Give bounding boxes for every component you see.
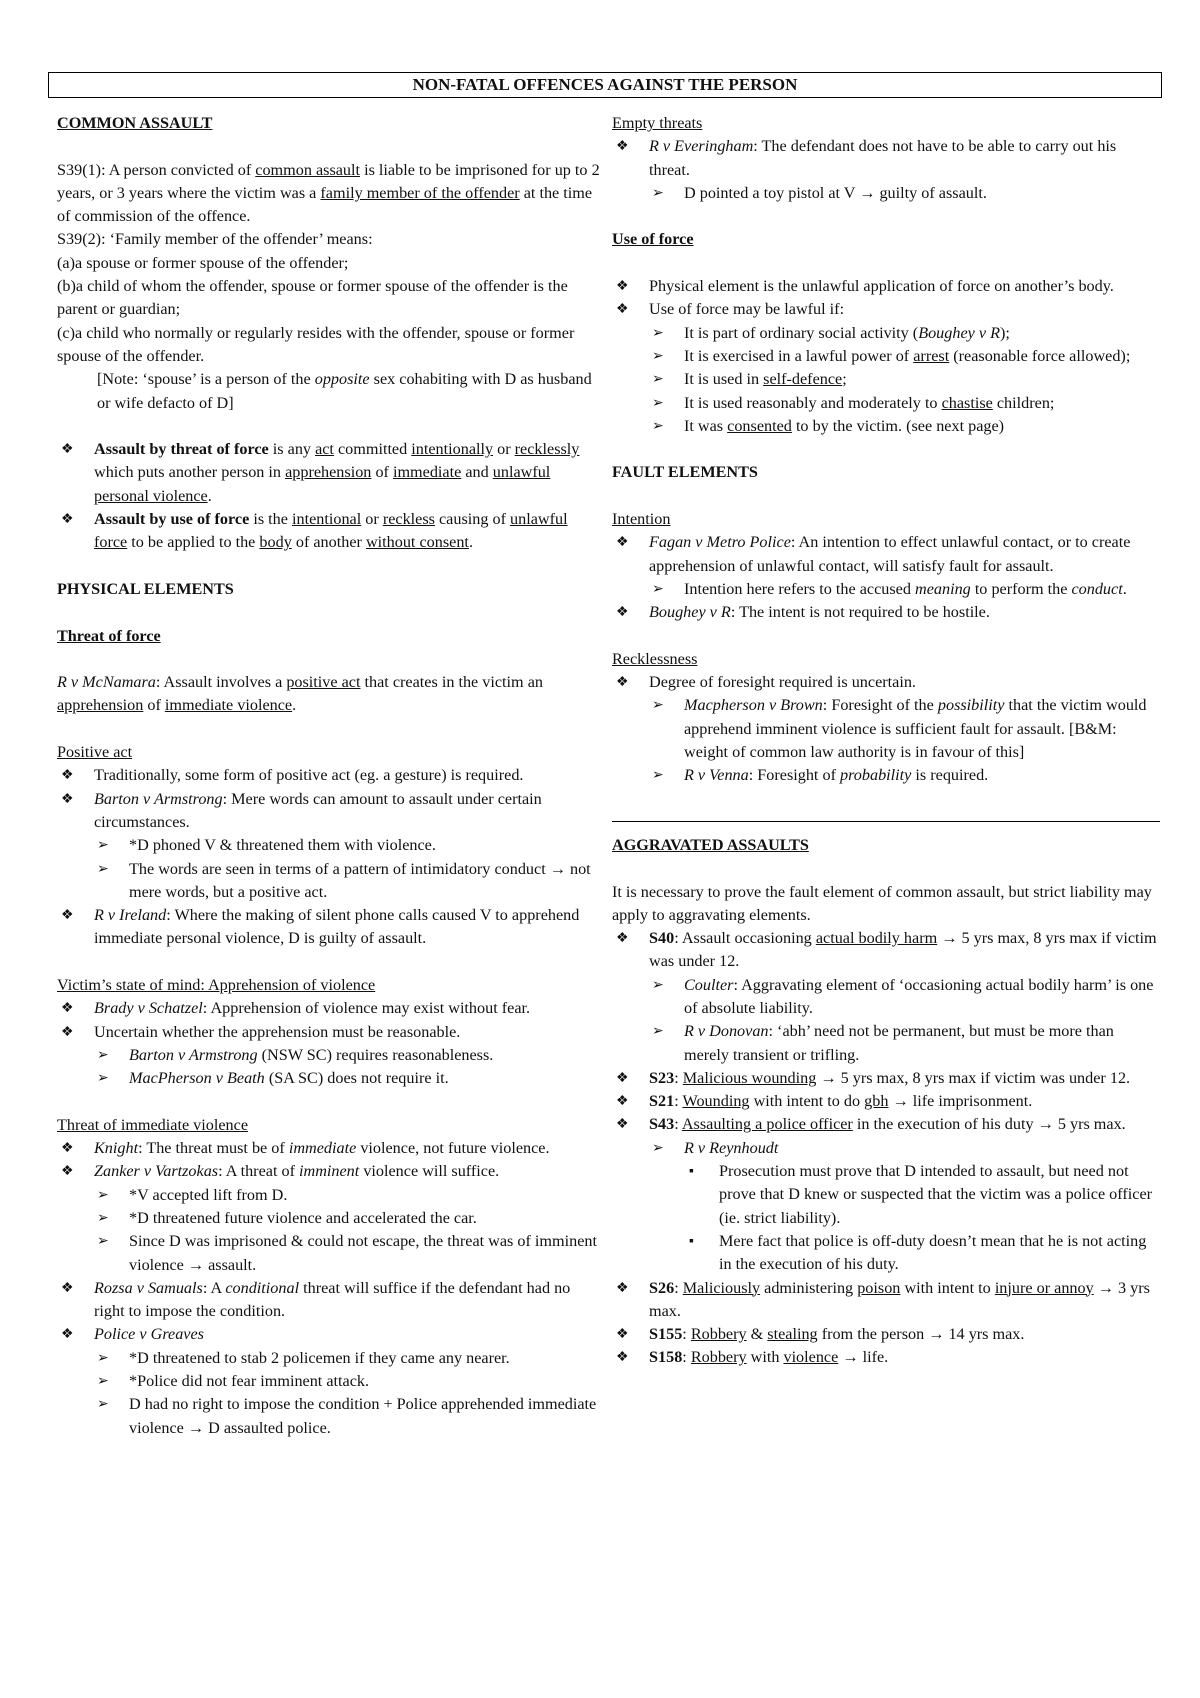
text-run: → 3 yrs max.: [649, 1278, 1150, 1320]
text-run: poison: [857, 1278, 901, 1297]
text-run: which puts another person in: [94, 463, 286, 482]
text-run: *Police did not fear imminent attack.: [129, 1372, 370, 1391]
text-run: meaning: [915, 579, 971, 598]
bullet-item: [57, 1160, 602, 1183]
text-run: of: [371, 463, 393, 482]
enumeration-label: (b): [57, 277, 76, 296]
sub-bullet-item: [57, 1347, 602, 1370]
text-run: : The defendant does not have to be able to carry out his threat.: [649, 137, 1117, 179]
left-column: [57, 112, 602, 1440]
text-run: unlawful personal violence: [94, 463, 551, 505]
sub-bullet-item: [612, 694, 1160, 764]
spacer: [612, 485, 1160, 508]
text-run: S40: [649, 929, 675, 948]
text-run: violence will suffice.: [359, 1162, 500, 1181]
text-run: that creates in the victim an: [360, 673, 543, 692]
text-run: : Assault occasioning: [674, 929, 816, 948]
bullet-item: [57, 1137, 602, 1160]
text-run: Barton v Armstrong: [94, 789, 223, 808]
spacer: [57, 648, 602, 671]
text-run: It is part of ordinary social activity (: [684, 323, 919, 342]
text-run: family member of the offender: [320, 183, 520, 202]
sub-bullet-item: [612, 415, 1160, 438]
bullet-item: [612, 1113, 1160, 1136]
text-run: : Apprehension of violence may exist without fear.: [202, 999, 531, 1018]
text-run: opposite: [314, 370, 370, 389]
text-run: body: [259, 533, 292, 552]
text-run: [Note: ‘spouse’ is a person of the: [97, 370, 315, 389]
paragraph: [57, 671, 602, 718]
text-run: : The threat must be of: [138, 1139, 289, 1158]
text-run: Robbery: [690, 1325, 747, 1344]
text-run: Intention: [612, 510, 671, 529]
section-heading: [57, 625, 602, 648]
text-run: (SA SC) does not require it.: [264, 1069, 449, 1088]
text-run: probability: [840, 766, 912, 785]
text-run: *D threatened future violence and accelerated the car.: [129, 1208, 477, 1227]
spacer: [612, 252, 1160, 275]
text-run: Intention here refers to the accused: [684, 579, 916, 598]
text-run: : Where the making of silent phone calls caused V to apprehend immediate personal violence, D is guilty of assault.: [94, 906, 580, 948]
text-run: FAULT ELEMENTS: [612, 463, 758, 482]
text-run: Fagan v Metro Police: [649, 533, 791, 552]
paragraph: [57, 228, 602, 251]
text-run: Zanker v Vartzokas: [94, 1162, 219, 1181]
text-run: of another: [291, 533, 366, 552]
text-run: to perform the: [970, 579, 1072, 598]
text-run: → life imprisonment.: [888, 1092, 1033, 1111]
bullet-item: [612, 1090, 1160, 1113]
indented-note: [57, 368, 602, 415]
text-run: sex cohabiting with D as husband or wife defacto of D]: [97, 370, 592, 412]
text-run: AGGRAVATED ASSAULTS: [612, 835, 809, 854]
text-run: S39(1): A person convicted of: [57, 160, 256, 179]
text-run: Assaulting a police officer: [681, 1115, 853, 1134]
bullet-item: [57, 997, 602, 1020]
text-run: intentional: [292, 510, 362, 529]
sub-bullet-item: [612, 764, 1160, 787]
bullet-item: [612, 531, 1160, 578]
paragraph: [57, 1114, 602, 1137]
text-run: Maliciously: [682, 1278, 761, 1297]
section-heading: [612, 834, 1160, 857]
text-run: R v McNamara: [57, 673, 156, 692]
text-run: with intent to: [900, 1278, 995, 1297]
text-run: :: [674, 1092, 683, 1111]
text-run: intentionally: [411, 440, 494, 459]
sub-bullet-item: [57, 1067, 602, 1090]
text-run: .: [292, 696, 297, 715]
text-run: act: [315, 440, 334, 459]
text-run: R v Reynhoudt: [684, 1138, 779, 1157]
text-run: :: [682, 1348, 691, 1367]
text-run: Threat of force: [57, 626, 161, 645]
text-run: : Aggravating element of ‘occasioning actual bodily harm’ is one of absolute liability.: [684, 975, 1154, 1017]
enumerated-item: [57, 322, 602, 369]
text-run: PHYSICAL ELEMENTS: [57, 579, 234, 598]
text-run: of: [143, 696, 165, 715]
text-run: in the execution of his duty → 5 yrs max.: [852, 1115, 1126, 1134]
spacer: [57, 1090, 602, 1113]
spacer: [57, 951, 602, 974]
sub-bullet-item: [57, 1207, 602, 1230]
text-run: Physical element is the unlawful application of force on another’s body.: [649, 277, 1114, 296]
text-run: R v Everingham: [649, 137, 754, 156]
text-run: R v Donovan: [684, 1022, 769, 1041]
bullet-item: [57, 508, 602, 555]
bullet-item: [57, 1021, 602, 1044]
text-run: recklessly: [514, 440, 580, 459]
text-run: .: [468, 533, 473, 552]
text-run: : Mere words can amount to assault under certain circumstances.: [94, 789, 542, 831]
text-run: R v Venna: [684, 766, 749, 785]
text-run: *D phoned V & threatened them with violence.: [129, 836, 436, 855]
text-run: violence, not future violence.: [356, 1139, 550, 1158]
spacer: [57, 601, 602, 624]
section-heading: [57, 578, 602, 601]
text-run: common assault: [255, 160, 361, 179]
text-run: Brady v Schatzel: [94, 999, 203, 1018]
sub-bullet-item: [612, 974, 1160, 1021]
bullet-item: [612, 1277, 1160, 1324]
spacer: [57, 555, 602, 578]
page-title: NON-FATAL OFFENCES AGAINST THE PERSON: [48, 72, 1162, 98]
bullet-item: [612, 298, 1160, 321]
section-heading: [612, 461, 1160, 484]
bullet-item: [612, 1323, 1160, 1346]
bullet-item: [612, 135, 1160, 182]
text-run: :: [682, 1325, 691, 1344]
text-run: or: [493, 440, 515, 459]
text-run: Threat of immediate violence: [57, 1115, 249, 1134]
text-run: administering: [760, 1278, 858, 1297]
text-run: self-defence: [763, 370, 843, 389]
text-run: .: [1122, 579, 1127, 598]
spacer: [612, 625, 1160, 648]
text-run: causing of: [434, 510, 511, 529]
spacer: [57, 135, 602, 158]
text-run: positive act: [286, 673, 361, 692]
text-run: It is used in: [684, 370, 764, 389]
bullet-item: [57, 1323, 602, 1346]
section-heading: [57, 112, 602, 135]
text-run: unlawful force: [94, 510, 568, 552]
text-run: Positive act: [57, 743, 133, 762]
paragraph: [57, 741, 602, 764]
paragraph: [612, 112, 1160, 135]
text-run: : The intent is not required to be hostile.: [730, 603, 990, 622]
text-run: without consent: [365, 533, 469, 552]
text-run: S23: [649, 1068, 675, 1087]
text-run: Boughey v R: [649, 603, 731, 622]
paragraph: [57, 159, 602, 229]
text-run: Police v Greaves: [94, 1325, 204, 1344]
paragraph: [612, 881, 1160, 928]
text-run: chastise: [941, 393, 993, 412]
text-run: apprehension: [285, 463, 372, 482]
section-heading: [612, 228, 1160, 251]
sub-bullet-item: [612, 1137, 1160, 1160]
text-run: with intent to do: [749, 1092, 865, 1111]
text-run: S43: [649, 1115, 675, 1134]
text-run: committed: [333, 440, 412, 459]
text-run: It is exercised in a lawful power of: [684, 346, 914, 365]
text-run: Recklessness: [612, 649, 698, 668]
bullet-item: [57, 438, 602, 508]
text-run: Use of force may be lawful if:: [649, 300, 845, 319]
text-run: :: [674, 1278, 683, 1297]
text-run: S21: [649, 1092, 675, 1111]
text-run: Wounding: [682, 1092, 750, 1111]
section-divider: [612, 821, 1160, 822]
text-run: Traditionally, some form of positive act (eg. a gesture) is required.: [94, 766, 524, 785]
text-run: possibility: [937, 696, 1005, 715]
text-run: :: [674, 1115, 682, 1134]
bullet-item: [612, 601, 1160, 624]
text-run: : ‘abh’ need not be permanent, but must be more than merely transient or trifling.: [684, 1022, 1114, 1064]
sub-bullet-item: [612, 368, 1160, 391]
text-run: (NSW SC) requires reasonableness.: [257, 1045, 494, 1064]
text-run: a child of whom the offender, spouse or former spouse of the offender is the parent or guardian;: [57, 277, 568, 319]
text-run: to be applied to the: [127, 533, 260, 552]
text-run: It is used reasonably and moderately to: [684, 393, 942, 412]
text-run: children;: [992, 393, 1055, 412]
text-run: Macpherson v Brown: [684, 696, 823, 715]
text-run: : Assault involves a: [155, 673, 287, 692]
text-run: Degree of foresight required is uncertain.: [649, 673, 916, 692]
text-run: is any: [268, 440, 316, 459]
bullet-item: [612, 1346, 1160, 1369]
text-run: *D threatened to stab 2 policemen if they came any nearer.: [129, 1348, 510, 1367]
text-run: Empty threats: [612, 114, 703, 132]
text-run: : A: [202, 1278, 226, 1297]
text-run: D had no right to impose the condition + Police apprehended immediate violence → D assaulted police.: [129, 1395, 597, 1437]
text-run: : Foresight of the: [822, 696, 938, 715]
text-run: violence: [783, 1348, 839, 1367]
text-run: immediate: [288, 1139, 357, 1158]
text-run: R v Ireland: [94, 906, 167, 925]
bullet-item: [612, 671, 1160, 694]
text-run: a spouse or former spouse of the offender;: [74, 253, 349, 272]
text-run: → 5 yrs max, 8 yrs max if victim was under 12.: [649, 929, 1157, 971]
bullet-item: [612, 275, 1160, 298]
text-run: reckless: [382, 510, 435, 529]
enumeration-label: (a): [57, 253, 75, 272]
text-run: stealing: [767, 1325, 818, 1344]
enumerated-item: [57, 275, 602, 322]
text-run: : Foresight of: [748, 766, 841, 785]
text-run: It is necessary to prove the fault element of common assault, but strict liability may apply to aggravating elements.: [612, 882, 1152, 924]
sub-sub-bullet-item: [612, 1230, 1160, 1277]
sub-bullet-item: [57, 1044, 602, 1067]
text-run: Coulter: [684, 975, 734, 994]
text-run: conditional: [225, 1278, 300, 1297]
spacer: [612, 205, 1160, 228]
text-run: with: [746, 1348, 784, 1367]
text-run: consented: [727, 416, 792, 435]
text-run: :: [674, 1068, 683, 1087]
spacer: [612, 857, 1160, 880]
text-run: : A threat of: [218, 1162, 300, 1181]
text-run: Mere fact that police is off-duty doesn’t mean that he is not acting in the execution of his duty.: [719, 1231, 1147, 1274]
sub-bullet-item: [57, 1230, 602, 1277]
text-run: gbh: [864, 1092, 889, 1111]
text-run: It was: [684, 416, 728, 435]
text-run: Boughey v R: [918, 323, 1001, 342]
right-column: [612, 112, 1160, 1370]
text-run: conduct: [1071, 579, 1123, 598]
text-run: ;: [842, 370, 847, 389]
text-run: a child who normally or regularly resides with the offender, spouse or former spouse of the offender.: [57, 323, 575, 365]
text-run: D pointed a toy pistol at V → guilty of assault.: [684, 183, 987, 202]
text-run: .: [207, 486, 212, 505]
enumerated-item: [57, 252, 602, 275]
bullet-item: [612, 927, 1160, 974]
sub-sub-bullet-item: [612, 1160, 1160, 1230]
sub-bullet-item: [612, 392, 1160, 415]
text-run: → life.: [838, 1348, 889, 1367]
spacer: [612, 788, 1160, 811]
bullet-item: [612, 1067, 1160, 1090]
sub-bullet-item: [57, 1370, 602, 1393]
text-run: actual bodily harm: [815, 929, 938, 948]
text-run: that the victim would apprehend imminent violence is sufficient fault for assault. [B&M: weight of common law authority is in favour of this]: [684, 696, 1147, 762]
text-run: Use of force: [612, 230, 694, 249]
text-run: is the: [249, 510, 292, 529]
text-run: Assault by use of force: [94, 510, 250, 529]
sub-bullet-item: [57, 1184, 602, 1207]
text-run: Since D was imprisoned & could not escape, the threat was of imminent violence → assault.: [129, 1232, 597, 1274]
text-run: S26: [649, 1278, 675, 1297]
bullet-item: [57, 904, 602, 951]
text-run: imminent: [299, 1162, 360, 1181]
bullet-item: [57, 788, 602, 835]
text-run: or: [361, 510, 383, 529]
text-run: Barton v Armstrong: [129, 1045, 258, 1064]
sub-bullet-item: [612, 322, 1160, 345]
bullet-item: [57, 764, 602, 787]
text-run: threat will suffice if the defendant had no right to impose the condition.: [94, 1278, 571, 1321]
text-run: and: [461, 463, 493, 482]
text-run: is liable to be imprisoned for up to 2 years, or 3 years where the victim was a: [57, 160, 600, 202]
text-run: S158: [649, 1348, 683, 1367]
text-run: → 5 yrs max, 8 yrs max if victim was under 12.: [816, 1068, 1131, 1087]
paragraph: [612, 508, 1160, 531]
sub-bullet-item: [612, 182, 1160, 205]
sub-bullet-item: [57, 834, 602, 857]
text-run: *V accepted lift from D.: [129, 1185, 288, 1204]
bullet-item: [57, 1277, 602, 1324]
spacer: [57, 415, 602, 438]
text-run: apprehension: [57, 696, 144, 715]
text-run: immediate violence: [164, 696, 293, 715]
enumeration-label: (c): [57, 323, 75, 342]
text-run: to by the victim. (see next page): [791, 416, 1005, 435]
text-run: The words are seen in terms of a pattern of intimidatory conduct → not mere words, but a positive act.: [129, 859, 591, 901]
text-run: arrest: [913, 346, 950, 365]
text-run: );: [1000, 323, 1010, 342]
sub-bullet-item: [612, 345, 1160, 368]
sub-bullet-item: [612, 578, 1160, 601]
paragraph: [612, 648, 1160, 671]
text-run: is required.: [911, 766, 989, 785]
text-run: S155: [649, 1325, 683, 1344]
text-run: Knight: [94, 1139, 139, 1158]
text-run: Victim’s state of mind: Apprehension of violence: [57, 975, 376, 994]
sub-bullet-item: [57, 858, 602, 905]
sub-bullet-item: [612, 1020, 1160, 1067]
text-run: Prosecution must prove that D intended to assault, but need not prove that D knew or suspected that the victim was a police officer (ie. strict liability).: [719, 1162, 1153, 1227]
text-run: injure or annoy: [994, 1278, 1094, 1297]
text-run: S39(2): ‘Family member of the offender’ means:: [57, 230, 373, 249]
spacer: [57, 718, 602, 741]
text-run: immediate: [392, 463, 462, 482]
text-run: MacPherson v Beath: [129, 1069, 265, 1088]
text-run: Malicious wounding: [682, 1068, 817, 1087]
text-run: at the time of commission of the offence.: [57, 183, 593, 226]
text-run: : An intention to effect unlawful contact, or to create apprehension of unlawful contact, will satisfy fault for assault.: [649, 533, 1131, 575]
spacer: [612, 438, 1160, 461]
text-run: Uncertain whether the apprehension must be reasonable.: [94, 1022, 461, 1041]
text-run: &: [746, 1325, 768, 1344]
text-run: from the person → 14 yrs max.: [817, 1325, 1025, 1344]
paragraph: [57, 974, 602, 997]
text-run: COMMON ASSAULT: [57, 114, 213, 132]
sub-bullet-item: [57, 1393, 602, 1440]
text-run: Assault by threat of force: [94, 440, 269, 459]
text-run: Rozsa v Samuals: [94, 1278, 203, 1297]
text-run: (reasonable force allowed);: [949, 346, 1131, 365]
text-run: Robbery: [690, 1348, 747, 1367]
